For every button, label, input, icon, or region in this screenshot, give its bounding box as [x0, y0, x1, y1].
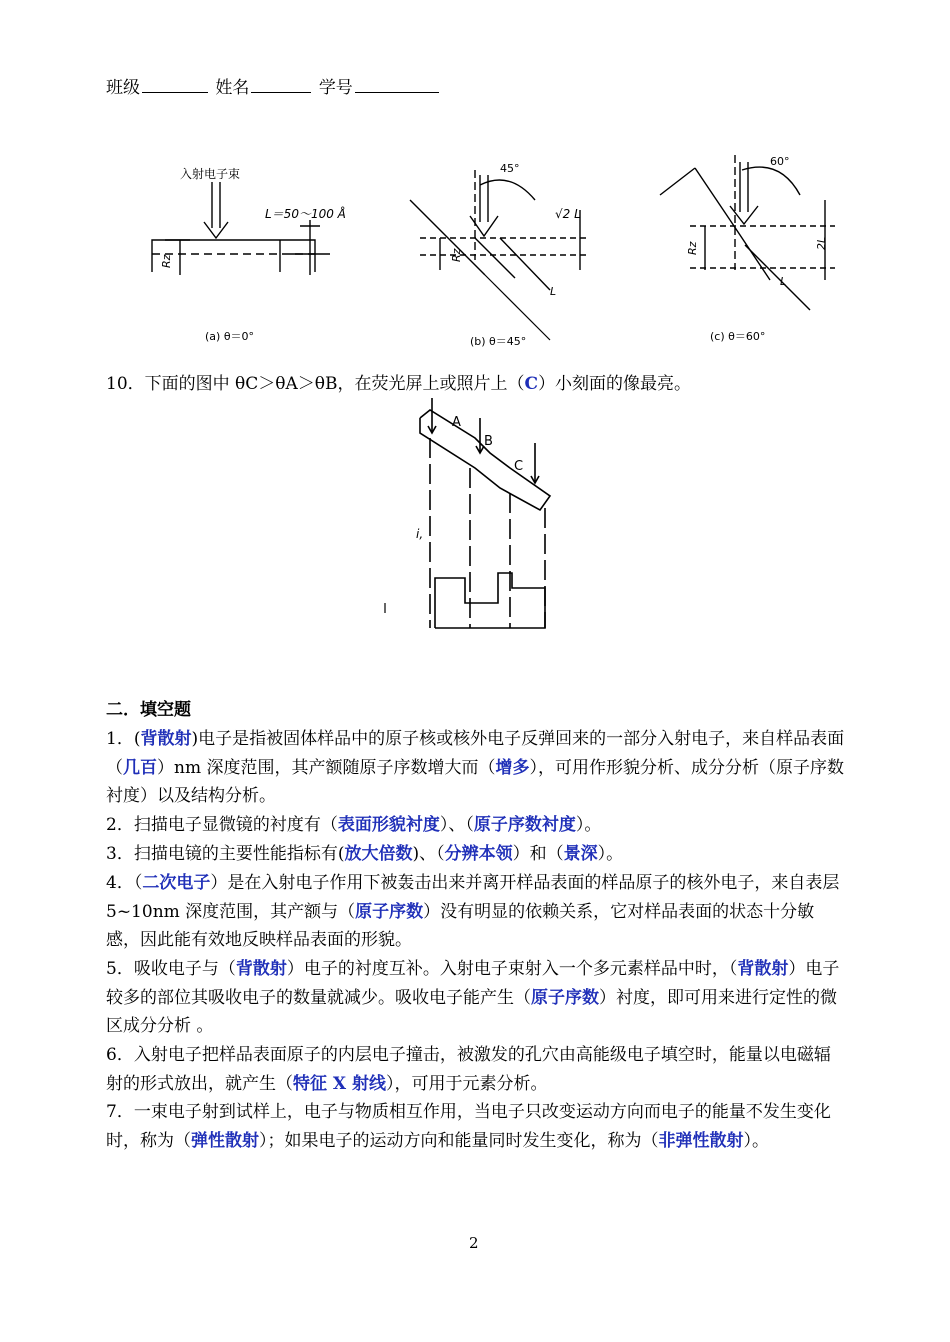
figure-incidence-angles — [120, 150, 840, 355]
answer-6-1: 特征 X 射线 — [293, 1073, 387, 1094]
answer-1-2: 几百 — [123, 757, 157, 778]
caption-c: (c) θ＝60° — [710, 330, 766, 343]
item-3: 3．扫描电镜的主要性能指标有(放大倍数)、（分辨本领）和（景深）。 — [106, 844, 624, 864]
answer-4-2: 原子序数 — [355, 901, 424, 922]
l-label-c: L — [780, 275, 787, 288]
class-blank[interactable] — [142, 74, 208, 93]
page-number: 2 — [469, 1234, 479, 1252]
answer-5-2: 背散射 — [737, 959, 789, 979]
class-label: 班级 — [106, 78, 140, 98]
label-a: A — [452, 415, 461, 430]
item-4: 4．（二次电子）是在入射电子作用下被轰击出来并离开样品表面的样品原子的核外电子，来自表层 5~10nm 深度范围，其产额与（原子序数）没有明显的依赖关系，它对样品表面的状态十分敏感，因此能有效地反映样品表面的形貌。 — [106, 873, 840, 951]
question-10: 10．下面的图中 θC＞θA＞θB，在荧光屏上或照片上（C）小刻面的像最亮。 — [106, 374, 692, 394]
sqrt2l-label: √2 L — [555, 207, 581, 221]
item-2: 2．扫描电子显微镜的衬度有（表面形貌衬度）、（原子序数衬度）。 — [106, 815, 602, 835]
answer-7-2: 非弹性散射 — [658, 1130, 744, 1151]
answer-3-3: 景深 — [563, 844, 598, 864]
answer-5-1: 背散射 — [235, 959, 287, 979]
rz-label-b: Rz — [450, 248, 463, 262]
angle-45: 45° — [500, 162, 520, 175]
answer-4-1: 二次电子 — [142, 873, 211, 893]
answer-q10: C — [524, 374, 539, 394]
twol-label: 2L — [815, 236, 828, 250]
item-1: 1．(背散射)电子是指被固体样品中的原子核或核外电子反弹回来的一部分入射电子，来自样品表面（几百）nm 深度范围，其产额随原子序数增大而（增多），可用作形貌分析、成分分析（原子序数衬度）以及结构分析。 — [106, 729, 845, 807]
angle-60: 60° — [770, 155, 790, 168]
length-label: L＝50～100 Å — [265, 207, 346, 221]
name-blank[interactable] — [251, 74, 311, 93]
item-6: 6．入射电子把样品表面原子的内层电子撞击，被激发的孔穴由高能级电子填空时，能量以电磁辐射的形式放出，就产生（特征 X 射线），可用于元素分析。 — [106, 1045, 831, 1094]
section-title: 二．填空题 — [106, 700, 191, 720]
id-blank[interactable] — [355, 74, 439, 93]
answer-2-1: 表面形貌衬度 — [337, 815, 440, 835]
item-7: 7．一束电子射到试样上，电子与物质相互作用，当电子只改变运动方向而电子的能量不发生变化时，称为（弹性散射）；如果电子的运动方向和能量同时发生变化，称为（非弹性散射）。 — [106, 1102, 831, 1151]
beam-label: 入射电子束 — [180, 167, 241, 181]
answer-1-1: 背散射 — [140, 729, 192, 749]
label-b: B — [484, 434, 493, 449]
answer-3-2: 分辨本领 — [444, 844, 513, 864]
name-label: 姓名 — [215, 78, 250, 98]
l-label-b: L — [550, 285, 557, 298]
student-info-header — [106, 74, 441, 103]
answer-1-3: 增多 — [495, 757, 530, 778]
rz-label-a: Rz — [160, 254, 173, 268]
caption-b: (b) θ＝45° — [470, 335, 527, 348]
label-i: i, — [416, 527, 424, 541]
label-c: C — [514, 459, 524, 474]
figure-facets — [380, 398, 580, 633]
rz-label-c: Rz — [686, 241, 699, 255]
answer-3-1: 放大倍数 — [344, 844, 413, 864]
caption-a: (a) θ＝0° — [205, 330, 255, 343]
answer-5-3: 原子序数 — [531, 987, 599, 1008]
item-5: 5．吸收电子与（背散射）电子的衬度互补。入射电子束射入一个多元素样品中时，（背散射）电子较多的部位其吸收电子的数量就减少。吸收电子能产生（原子序数）衬度，即可用来进行定性的微区成分分析 。 — [106, 959, 840, 1037]
id-label: 学号 — [318, 78, 353, 98]
answer-7-1: 弹性散射 — [191, 1130, 259, 1151]
answer-2-2: 原子序数衬度 — [473, 815, 576, 835]
